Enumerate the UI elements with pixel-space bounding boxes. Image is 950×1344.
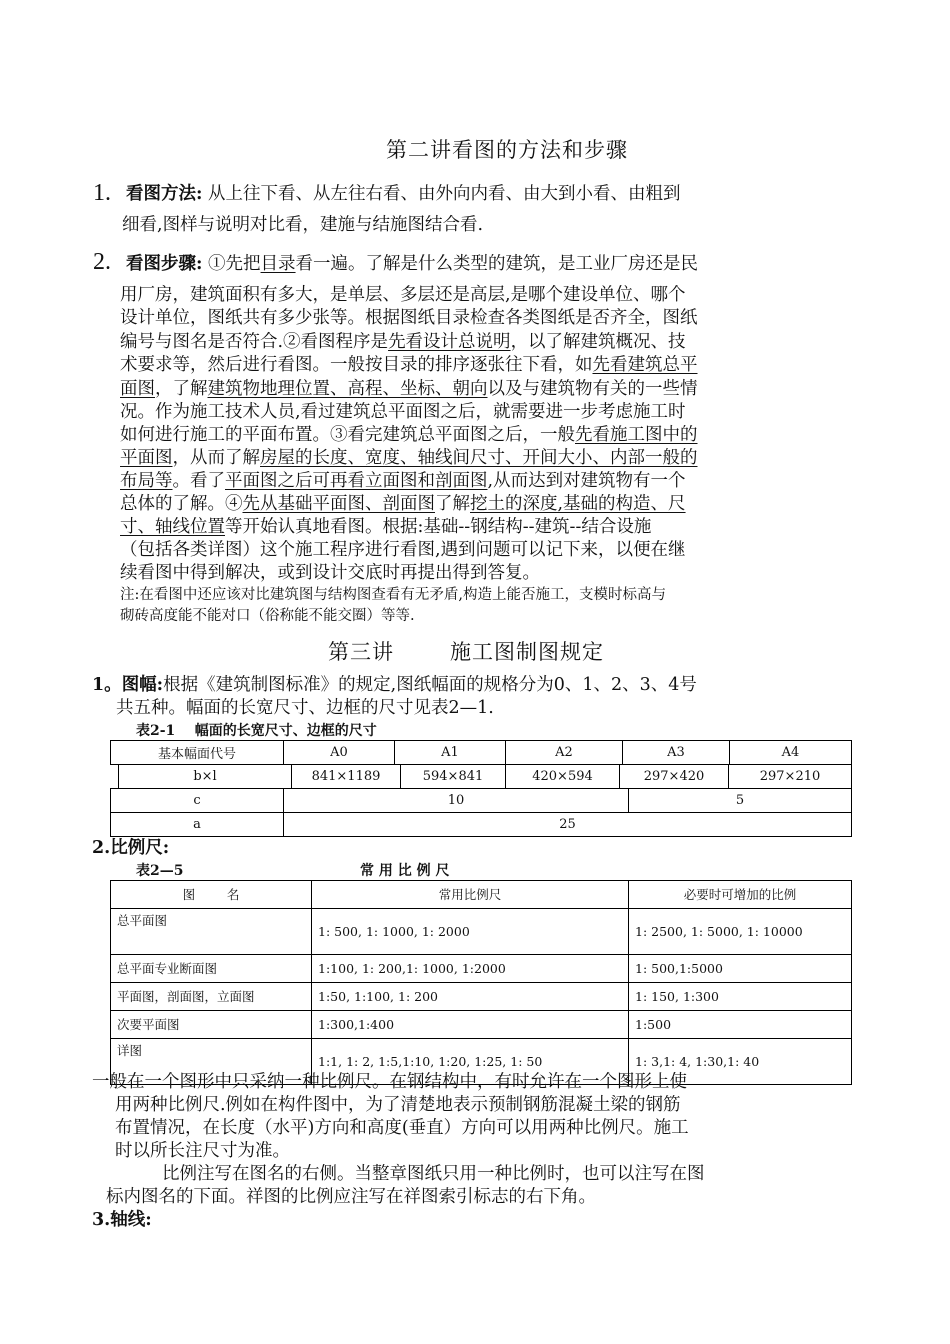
text-span: 看一遍。了解是什么类型的建筑，是工业厂房还是民 (295, 254, 699, 274)
table-cell: 1:300,1:400 (312, 1011, 629, 1039)
section2-line8 (120, 424, 698, 448)
underlined-text: 平面图之后可再看立面图和剖面图 (225, 471, 488, 491)
table-cell: 总平面图 (111, 909, 312, 955)
text-span: 术要求等，然后进行看图。一般按目录的排序逐张往下看，如 (120, 355, 593, 375)
lecture3-title: 施工图制图规定 (450, 640, 604, 664)
section2-line2: 用厂房，建筑面积有多大，是单层、多层还是高层,是哪个建设单位、哪个 (120, 285, 686, 305)
table-cell: 5 (629, 789, 852, 813)
table-header-cell: A4 (730, 741, 852, 765)
section2-line11 (120, 493, 686, 517)
table-cell: 1:500 (629, 1011, 852, 1039)
underlined-text: 先看施工图中的 (575, 425, 698, 445)
scale-paragraph1-line3: 布置情况，在长度（水平)方向和高度(垂直）方向可以用两种比例尺。施工 (115, 1118, 689, 1138)
paper-size-table-row-bl (118, 764, 852, 789)
table-header-cell: 必要时可增加的比例 (629, 881, 852, 909)
underlined-text: 目录 (260, 254, 296, 274)
lecture3-section1-line1 (92, 674, 697, 698)
table-cell: 1:50, 1:100, 1: 200 (312, 983, 629, 1011)
table-cell: b×l (119, 765, 292, 789)
scale-paragraph1-line1: 一般在一个图形中只采纳一种比例尺。在钢结构中，有时允许在一个图形上使 (92, 1072, 687, 1092)
text-span: ,从而达到对建筑物有一个 (487, 471, 686, 491)
section2-line7: 况。作为施工技术人员,看过建筑总平面图之后，就需要进一步考虑施工时 (120, 402, 686, 422)
section1-line1 (126, 183, 681, 207)
table-cell: 1:100, 1: 200,1: 1000, 1:2000 (312, 955, 629, 983)
table2-caption-number: 表2—5 (136, 863, 184, 879)
scale-paragraph1-line4: 时以所长注尺寸为准。 (115, 1141, 290, 1161)
underlined-text: 先从基础平面图、剖面图 (242, 494, 435, 514)
table-cell: 420×594 (506, 765, 620, 789)
table-header-cell: A0 (284, 741, 395, 765)
underlined-text: 房屋的长度、宽度、轴线间尺寸、开间大小、内部一般的 (260, 448, 698, 468)
table-cell: 1: 500,1:5000 (629, 955, 852, 983)
section2-line13: （包括各类详图）这个施工程序进行看图,遇到问题可以记下来，以便在继 (120, 540, 686, 560)
lecture3-section1-number: 1。 (92, 675, 122, 695)
underlined-text: 平面图 (120, 448, 173, 468)
text-span: 以及与建筑物有关的一些情 (487, 379, 698, 399)
table-cell: 1: 2500, 1: 5000, 1: 10000 (629, 909, 852, 955)
section2-line5 (120, 354, 698, 378)
text-span: 。看了 (172, 471, 225, 491)
underlined-text: 面图 (120, 379, 155, 399)
table-cell: 10 (284, 789, 629, 813)
table-cell: 详图 (111, 1039, 312, 1085)
underlined-text: 寸、轴线位置 (120, 517, 225, 537)
underlined-text: 建筑物地理位置、高程、坐标、朝向 (207, 379, 488, 399)
table-row (111, 813, 852, 837)
section2-line14: 续看图中得到解决，或到设计交底时再提出得到答复。 (120, 563, 540, 583)
paper-size-table (110, 740, 852, 765)
table-cell: 1:1, 1: 2, 1:5,1:10, 1:20, 1:25, 1: 50 (312, 1039, 629, 1085)
paper-size-table-rows-ca (110, 788, 852, 837)
text-span: ①先把 (208, 254, 261, 274)
table1-caption: 表2-1 幅面的长宽尺寸、边框的尺寸 (136, 723, 377, 739)
section2-line9 (120, 447, 698, 471)
lecture3-section1-heading: 图幅: (121, 675, 164, 695)
table-header-cell: 图 名 (111, 881, 312, 909)
text-span: ，从而了解 (172, 448, 260, 468)
scale-paragraph2-line1: 比例注写在图名的右侧。当整章图纸只用一种比例时，也可以注写在图 (162, 1164, 705, 1184)
underlined-text: 挖土的深度,基础的构造、尺 (470, 494, 686, 514)
table-header-cell: 基本幅面代号 (111, 741, 284, 765)
table-header-cell: A1 (395, 741, 506, 765)
section2-line1 (126, 253, 698, 277)
table-cell: 841×1189 (292, 765, 401, 789)
text-span: 了解 (435, 494, 470, 514)
lecture3-section3-heading: 3.轴线: (92, 1210, 152, 1230)
table-cell: 25 (284, 813, 852, 837)
text-span: 如何进行施工的平面布置。③看完建筑总平面图之后，一般 (120, 425, 575, 445)
table-row (111, 909, 852, 955)
table-cell: 594×841 (401, 765, 506, 789)
text-span: 总体的了解。④ (120, 494, 243, 514)
table-cell: 1: 150, 1:300 (629, 983, 852, 1011)
lecture2-title: 第二讲看图的方法和步骤 (386, 138, 628, 162)
table-cell: 297×420 (620, 765, 729, 789)
table-row (111, 983, 852, 1011)
section2-line4 (120, 331, 686, 355)
section2-heading: 看图步骤: (126, 254, 203, 274)
table-row (111, 881, 852, 909)
text-span: ，了解 (155, 379, 208, 399)
table2-caption-title: 常 用 比 例 尺 (360, 863, 450, 879)
table-header-cell: 常用比例尺 (312, 881, 629, 909)
section1-number: 1. (93, 180, 111, 206)
note-line2: 砌砖高度能不能对口（俗称能不能交圈）等等. (120, 608, 415, 624)
section1-heading: 看图方法: (126, 184, 203, 204)
table-cell: 1: 500, 1: 1000, 1: 2000 (312, 909, 629, 955)
table-row (119, 765, 852, 789)
section2-number: 2. (93, 249, 111, 275)
section2-line12 (120, 516, 651, 540)
underlined-text: 先看设计总说明 (388, 332, 511, 352)
table-row (111, 955, 852, 983)
table-cell: a (111, 813, 284, 837)
text-span: 根据《建筑制图标准》的规定,图纸幅面的规格分为0、1、2、3、4号 (163, 675, 697, 695)
scale-table (110, 880, 852, 1085)
lecture3-title-number: 第三讲 (328, 640, 394, 664)
table-cell: 平面图，剖面图，立面图 (111, 983, 312, 1011)
table-header-cell: A3 (623, 741, 730, 765)
lecture3-section2-heading: 2.比例尺: (92, 838, 170, 858)
text-span: 编号与图名是否符合.②看图程序是 (120, 332, 389, 352)
lecture3-section1-line2: 共五种。幅面的长宽尺寸、边框的尺寸见表2—1. (116, 698, 494, 718)
table-cell: 297×210 (729, 765, 852, 789)
table-header-cell: A2 (506, 741, 623, 765)
section2-line3: 设计单位，图纸共有多少张等。根据图纸目录检查各类图纸是否齐全，图纸 (120, 308, 698, 328)
table-row (111, 1011, 852, 1039)
text-span: ，以了解建筑概况、技 (510, 332, 686, 352)
note-line1: 注:在看图中还应该对比建筑图与结构图查看有无矛盾,构造上能否施工，支模时标高与 (120, 587, 666, 603)
section2-line10 (120, 470, 686, 494)
table-cell: 总平面专业断面图 (111, 955, 312, 983)
table-row (111, 789, 852, 813)
scale-paragraph2-line2: 标内图名的下面。祥图的比例应注写在祥图索引标志的右下角。 (106, 1187, 596, 1207)
text-span: 等开始认真地看图。根据:基础--钢结构--建筑--结合设施 (225, 517, 652, 537)
section1-line2: 细看,图样与说明对比看，建施与结施图结合看. (122, 215, 484, 235)
table-cell: 次要平面图 (111, 1011, 312, 1039)
section1-text: 从上往下看、从左往右看、由外向内看、由大到小看、由粗到 (208, 184, 681, 204)
underlined-text: 布局等 (120, 471, 173, 491)
scale-paragraph1-line2: 用两种比例尺.例如在构件图中，为了清楚地表示预制钢筋混凝土梁的钢筋 (115, 1095, 681, 1115)
section2-line6 (120, 378, 698, 402)
underlined-text: 先看建筑总平 (592, 355, 698, 375)
table-row (111, 741, 852, 765)
table-cell: 1: 3,1: 4, 1:30,1: 40 (629, 1039, 852, 1085)
table-cell: c (111, 789, 284, 813)
